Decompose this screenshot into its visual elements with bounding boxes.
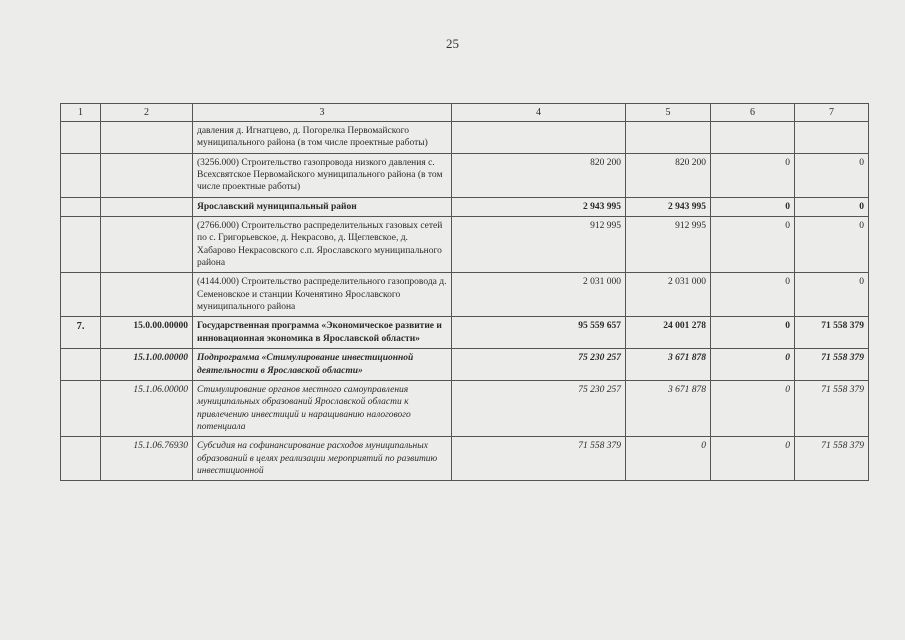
amount-col5-cell: 912 995 xyxy=(626,217,711,273)
total-amount-cell: 820 200 xyxy=(452,153,626,197)
item-name-cell: Стимулирование органов местного самоуправления муниципальных образований Ярославской области к привлечению инвестиций и наращиванию налогового потенциала xyxy=(193,380,452,436)
table-row xyxy=(61,317,869,349)
amount-col6-cell: 0 xyxy=(711,317,795,349)
total-amount-cell: 95 559 657 xyxy=(452,317,626,349)
header-cell-7: 7 xyxy=(795,104,869,122)
row-number-cell xyxy=(61,217,101,273)
total-amount-cell: 75 230 257 xyxy=(452,349,626,381)
amount-col6-cell: 0 xyxy=(711,217,795,273)
amount-col6-cell: 0 xyxy=(711,349,795,381)
total-amount-cell: 912 995 xyxy=(452,217,626,273)
amount-col7-cell xyxy=(795,122,869,154)
item-name-cell: (3256.000) Строительство газопровода низкого давления с. Всехсвятское Первомайского муниципального района (в том числе проектные работы) xyxy=(193,153,452,197)
item-name-cell: Субсидия на софинансирование расходов муниципальных образований в целях реализации мероприятий по развитию инвестиционной xyxy=(193,437,452,481)
item-name-cell: Ярославский муниципальный район xyxy=(193,197,452,216)
table-header-row xyxy=(61,104,869,122)
item-name-cell: давления д. Игнатцево, д. Погорелка Первомайского муниципального района (в том числе проектные работы) xyxy=(193,122,452,154)
row-number-cell: 7. xyxy=(61,317,101,349)
row-number-cell xyxy=(61,349,101,381)
row-number-cell xyxy=(61,273,101,317)
item-name-cell: (2766.000) Строительство распределительных газовых сетей по с. Григорьевское, д. Некрасово, д. Щеглевское, д. Хабарово Некрасовского с.п. Ярославского муниципального района xyxy=(193,217,452,273)
item-name-cell: Подпрограмма «Стимулирование инвестиционной деятельности в Ярославской области» xyxy=(193,349,452,381)
amount-col7-cell: 71 558 379 xyxy=(795,437,869,481)
header-cell-6: 6 xyxy=(711,104,795,122)
table-row xyxy=(61,437,869,481)
total-amount-cell: 2 943 995 xyxy=(452,197,626,216)
table-row xyxy=(61,153,869,197)
budget-table xyxy=(60,103,869,481)
header-cell-4: 4 xyxy=(452,104,626,122)
item-name-cell: (4144.000) Строительство распределительного газопровода д. Семеновское и станции Коченятино Ярославского муниципального района xyxy=(193,273,452,317)
amount-col7-cell: 0 xyxy=(795,273,869,317)
row-number-cell xyxy=(61,122,101,154)
amount-col7-cell: 71 558 379 xyxy=(795,317,869,349)
header-cell-5: 5 xyxy=(626,104,711,122)
program-code-cell xyxy=(101,122,193,154)
header-cell-1: 1 xyxy=(61,104,101,122)
amount-col7-cell: 71 558 379 xyxy=(795,380,869,436)
program-code-cell: 15.1.06.00000 xyxy=(101,380,193,436)
page-number: 25 xyxy=(446,36,459,51)
table-row xyxy=(61,122,869,154)
amount-col7-cell: 0 xyxy=(795,197,869,216)
amount-col6-cell: 0 xyxy=(711,380,795,436)
item-name-cell: Государственная программа «Экономическое развитие и инновационная экономика в Ярославской области» xyxy=(193,317,452,349)
amount-col5-cell: 2 943 995 xyxy=(626,197,711,216)
row-number-cell xyxy=(61,437,101,481)
program-code-cell: 15.1.00.00000 xyxy=(101,349,193,381)
header-cell-2: 2 xyxy=(101,104,193,122)
amount-col5-cell: 3 671 878 xyxy=(626,380,711,436)
program-code-cell xyxy=(101,153,193,197)
amount-col7-cell: 0 xyxy=(795,153,869,197)
program-code-cell: 15.0.00.00000 xyxy=(101,317,193,349)
amount-col5-cell: 2 031 000 xyxy=(626,273,711,317)
row-number-cell xyxy=(61,380,101,436)
amount-col6-cell: 0 xyxy=(711,197,795,216)
amount-col6-cell xyxy=(711,122,795,154)
amount-col5-cell xyxy=(626,122,711,154)
amount-col6-cell: 0 xyxy=(711,437,795,481)
amount-col7-cell: 0 xyxy=(795,217,869,273)
table-row xyxy=(61,273,869,317)
amount-col5-cell: 24 001 278 xyxy=(626,317,711,349)
amount-col5-cell: 3 671 878 xyxy=(626,349,711,381)
amount-col6-cell: 0 xyxy=(711,273,795,317)
total-amount-cell xyxy=(452,122,626,154)
amount-col6-cell: 0 xyxy=(711,153,795,197)
total-amount-cell: 2 031 000 xyxy=(452,273,626,317)
program-code-cell xyxy=(101,197,193,216)
table-row xyxy=(61,197,869,216)
program-code-cell xyxy=(101,273,193,317)
amount-col5-cell: 820 200 xyxy=(626,153,711,197)
program-code-cell xyxy=(101,217,193,273)
total-amount-cell: 75 230 257 xyxy=(452,380,626,436)
row-number-cell xyxy=(61,153,101,197)
program-code-cell: 15.1.06.76930 xyxy=(101,437,193,481)
table-row xyxy=(61,380,869,436)
amount-col7-cell: 71 558 379 xyxy=(795,349,869,381)
table-row xyxy=(61,217,869,273)
table-row xyxy=(61,349,869,381)
row-number-cell xyxy=(61,197,101,216)
header-cell-3: 3 xyxy=(193,104,452,122)
total-amount-cell: 71 558 379 xyxy=(452,437,626,481)
amount-col5-cell: 0 xyxy=(626,437,711,481)
